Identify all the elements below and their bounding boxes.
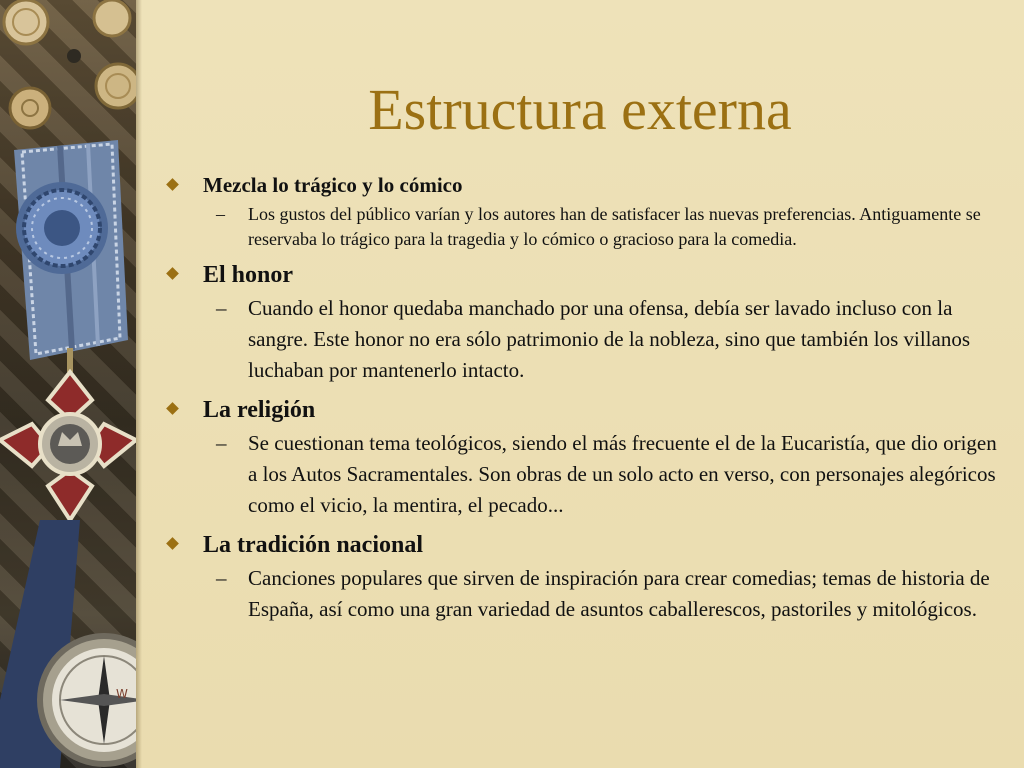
diamond-bullet-icon (166, 402, 179, 415)
sub-bullet-item (160, 428, 1000, 521)
sub-bullet-text: Cuando el honor quedaba manchado por una ofensa, debía ser lavado incluso con la sangre. Este honor no era sólo patrimonio de la nobleza, sino que también los villanos luchaban por mantenerlo intacto. (248, 296, 970, 382)
bullet-item (160, 394, 1000, 426)
bullet-item (160, 529, 1000, 561)
collage-edge-shadow (136, 0, 142, 768)
compass-icon (40, 636, 136, 764)
bullet-heading: La tradición nacional (203, 532, 424, 558)
diamond-bullet-icon (166, 537, 179, 550)
bullet-list (160, 170, 1000, 625)
svg-text:W: W (116, 687, 128, 701)
sub-bullet-item (160, 202, 1000, 251)
sub-bullet-text: Los gustos del público varían y los autores han de satisfacer las nuevas preferencias. Antiguamente se reservaba lo trágico para la tragedia y lo cómico o gracioso para la comedia. (248, 204, 981, 249)
button-icon (4, 0, 136, 128)
ribbon-rosette-icon (16, 182, 108, 274)
collage-illustration (0, 0, 136, 768)
bullet-item (160, 259, 1000, 291)
slide-title: Estructura externa (368, 77, 792, 142)
sub-bullet-text: Canciones populares que sirven de inspiración para crear comedias; temas de historia de España, así como una gran variedad de asuntos caballerescos, pastoriles y mitológicos. (248, 566, 990, 621)
sub-bullet-item (160, 293, 1000, 386)
bullet-heading: Mezcla lo trágico y lo cómico (203, 173, 463, 197)
bullet-item (160, 170, 1000, 200)
dash-bullet: – (216, 296, 227, 320)
dash-bullet: – (216, 204, 225, 224)
diamond-bullet-icon (166, 178, 179, 191)
bullet-heading: La religión (203, 397, 316, 423)
decorative-collage (0, 0, 136, 768)
bullet-heading: El honor (203, 262, 294, 288)
sub-bullet-item (160, 563, 1000, 625)
sub-bullet-text: Se cuestionan tema teológicos, siendo el más frecuente el de la Eucaristía, que dio origen a los Autos Sacramentales. Son obras de un solo acto en verso, con personajes alegóricos como el vicio, la mentira, el pecado... (248, 431, 997, 517)
diamond-bullet-icon (166, 267, 179, 280)
maltese-cross-medal-icon (0, 348, 136, 520)
dash-bullet: – (216, 566, 227, 590)
dash-bullet: – (216, 431, 227, 455)
